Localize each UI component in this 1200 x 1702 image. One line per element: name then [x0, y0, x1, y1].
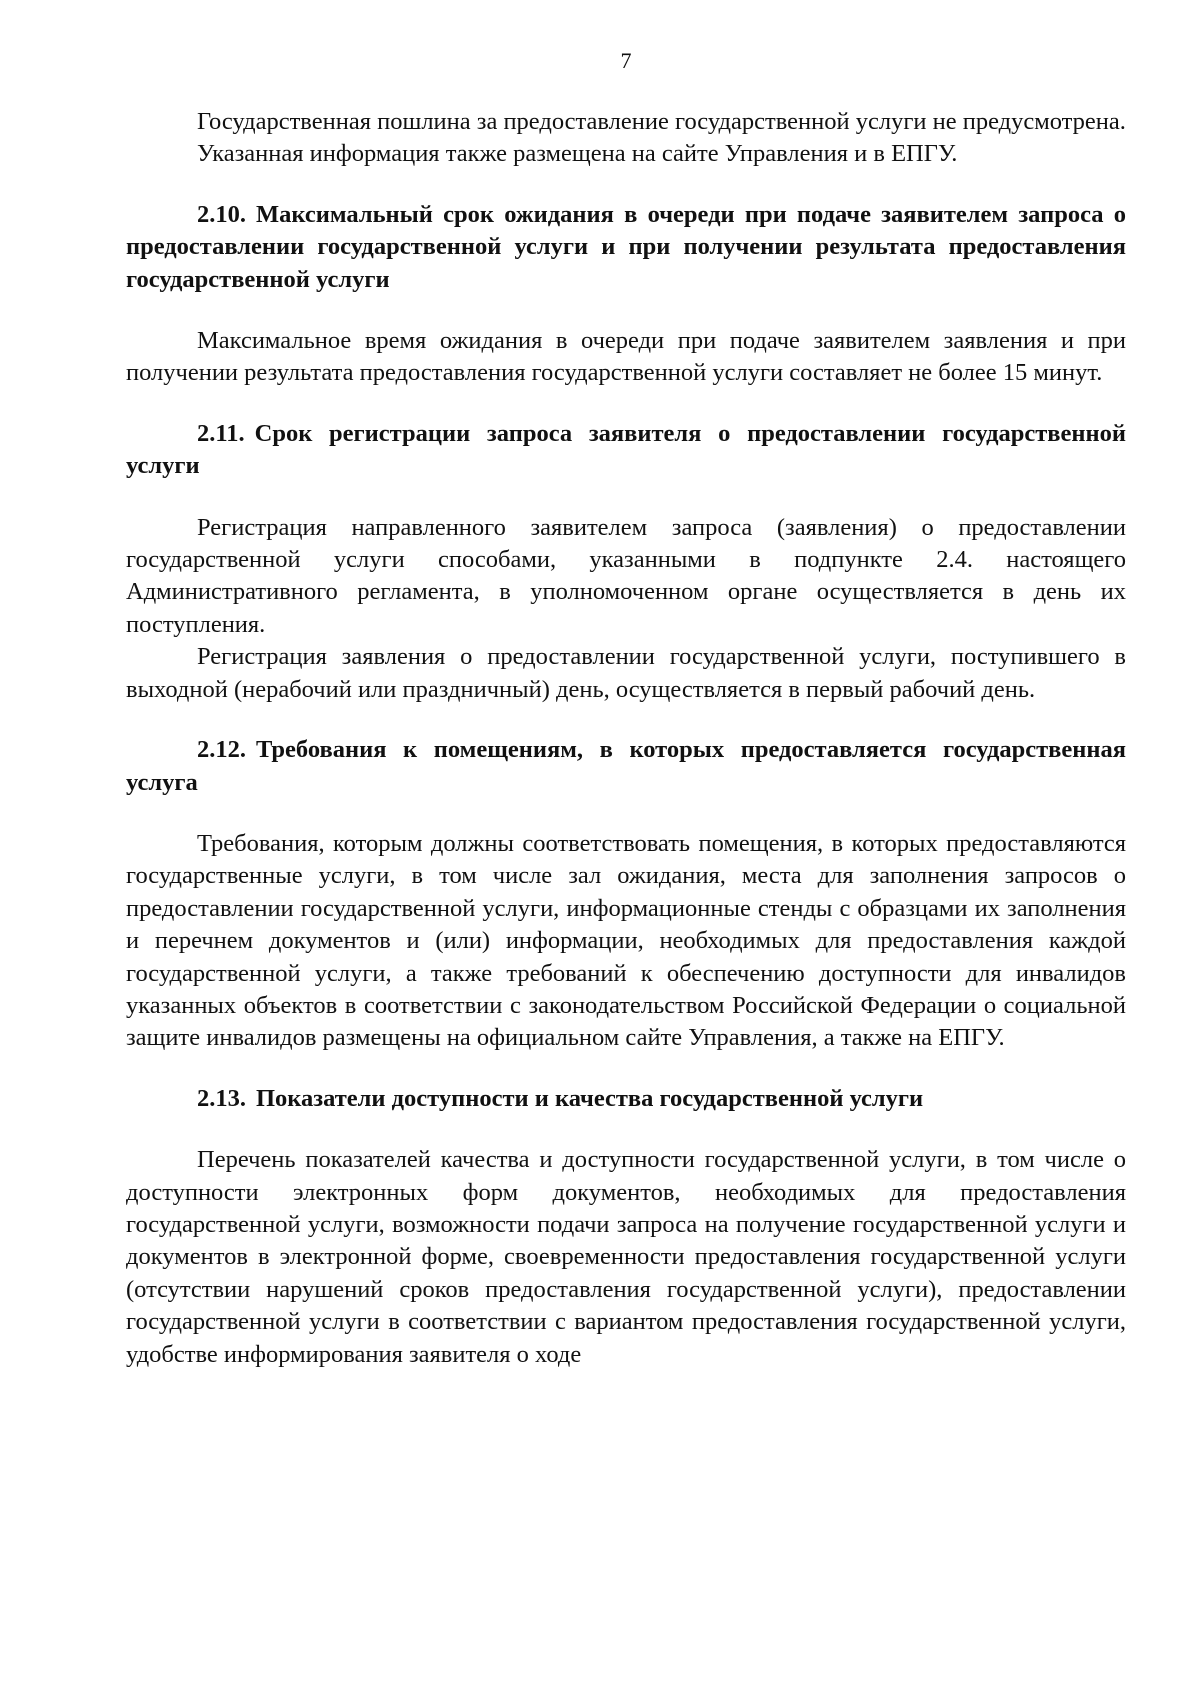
section-heading: [126, 199, 1126, 296]
paragraph: Максимальное время ожидания в очереди при подаче заявителем заявления и при получении результата предоставления государственной услуги составляет не более 15 минут.: [126, 327, 1126, 387]
paragraph: Регистрация направленного заявителем запроса (заявления) о предоставлении государственной услуги способами, указанными в подпункте 2.4. настоящего Административного регламента, в уполномоченном органе осуществляется в день их поступления.: [126, 513, 1126, 638]
section-heading: [126, 418, 1126, 483]
section-number: 2.10.: [197, 200, 246, 228]
paragraph: Перечень показателей качества и доступности государственной услуги, в том числе о доступности электронных форм документов, необходимых для предоставления государственной услуги, возможности подачи запроса на получение государственной услуги и документов в электронной форме, своевременности предоставления государственной услуги (отсутствии нарушений сроков предоставления государственной услуги), предоставлении государственной услуги в соответствии с вариантом предоставления государственной услуги, удобстве информирования заявителя о ходе: [126, 1146, 1126, 1368]
section-number: 2.12.: [197, 736, 246, 764]
section-number: 2.11.: [197, 419, 245, 447]
document-body: [126, 106, 1126, 1371]
page-number: 7: [620, 48, 632, 73]
section-title: Показатели доступности и качества государственной услуги: [256, 1084, 924, 1112]
paragraph: Требования, которым должны соответствовать помещения, в которых предоставляются государственные услуги, в том числе зал ожидания, места для заполнения запросов о предоставлении государственной услуги, информационные стенды с образцами их заполнения и перечнем документов и (или) информации, необходимых для предоставления каждой государственной услуги, а также требований к обеспечению доступности для инвалидов указанных объектов в соответствии с законодательством Российской Федерации о социальной защите инвалидов размещены на официальном сайте Управления, а также на ЕПГУ.: [126, 829, 1126, 1052]
paragraph: Регистрация заявления о предоставлении государственной услуги, поступившего в выходной (нерабочий или праздничный) день, осуществляется в первый рабочий день.: [126, 643, 1126, 703]
section-heading: [126, 1083, 1126, 1115]
paragraph: Государственная пошлина за предоставление государственной услуги не предусмотрена.: [197, 108, 1126, 135]
paragraph: Указанная информация также размещена на сайте Управления и в ЕПГУ.: [197, 140, 958, 168]
section-title: Срок регистрации запроса заявителя о предоставлении государственной услуги: [126, 419, 1126, 480]
section-title: Требования к помещениям, в которых предоставляется государственная услуга: [126, 736, 1126, 796]
section-number: 2.13.: [197, 1084, 246, 1112]
section-title: Максимальный срок ожидания в очереди при подаче заявителем запроса о предоставлении государственной услуги и при получении результата предоставления государственной услуги: [126, 200, 1126, 293]
section-heading: [126, 734, 1126, 799]
